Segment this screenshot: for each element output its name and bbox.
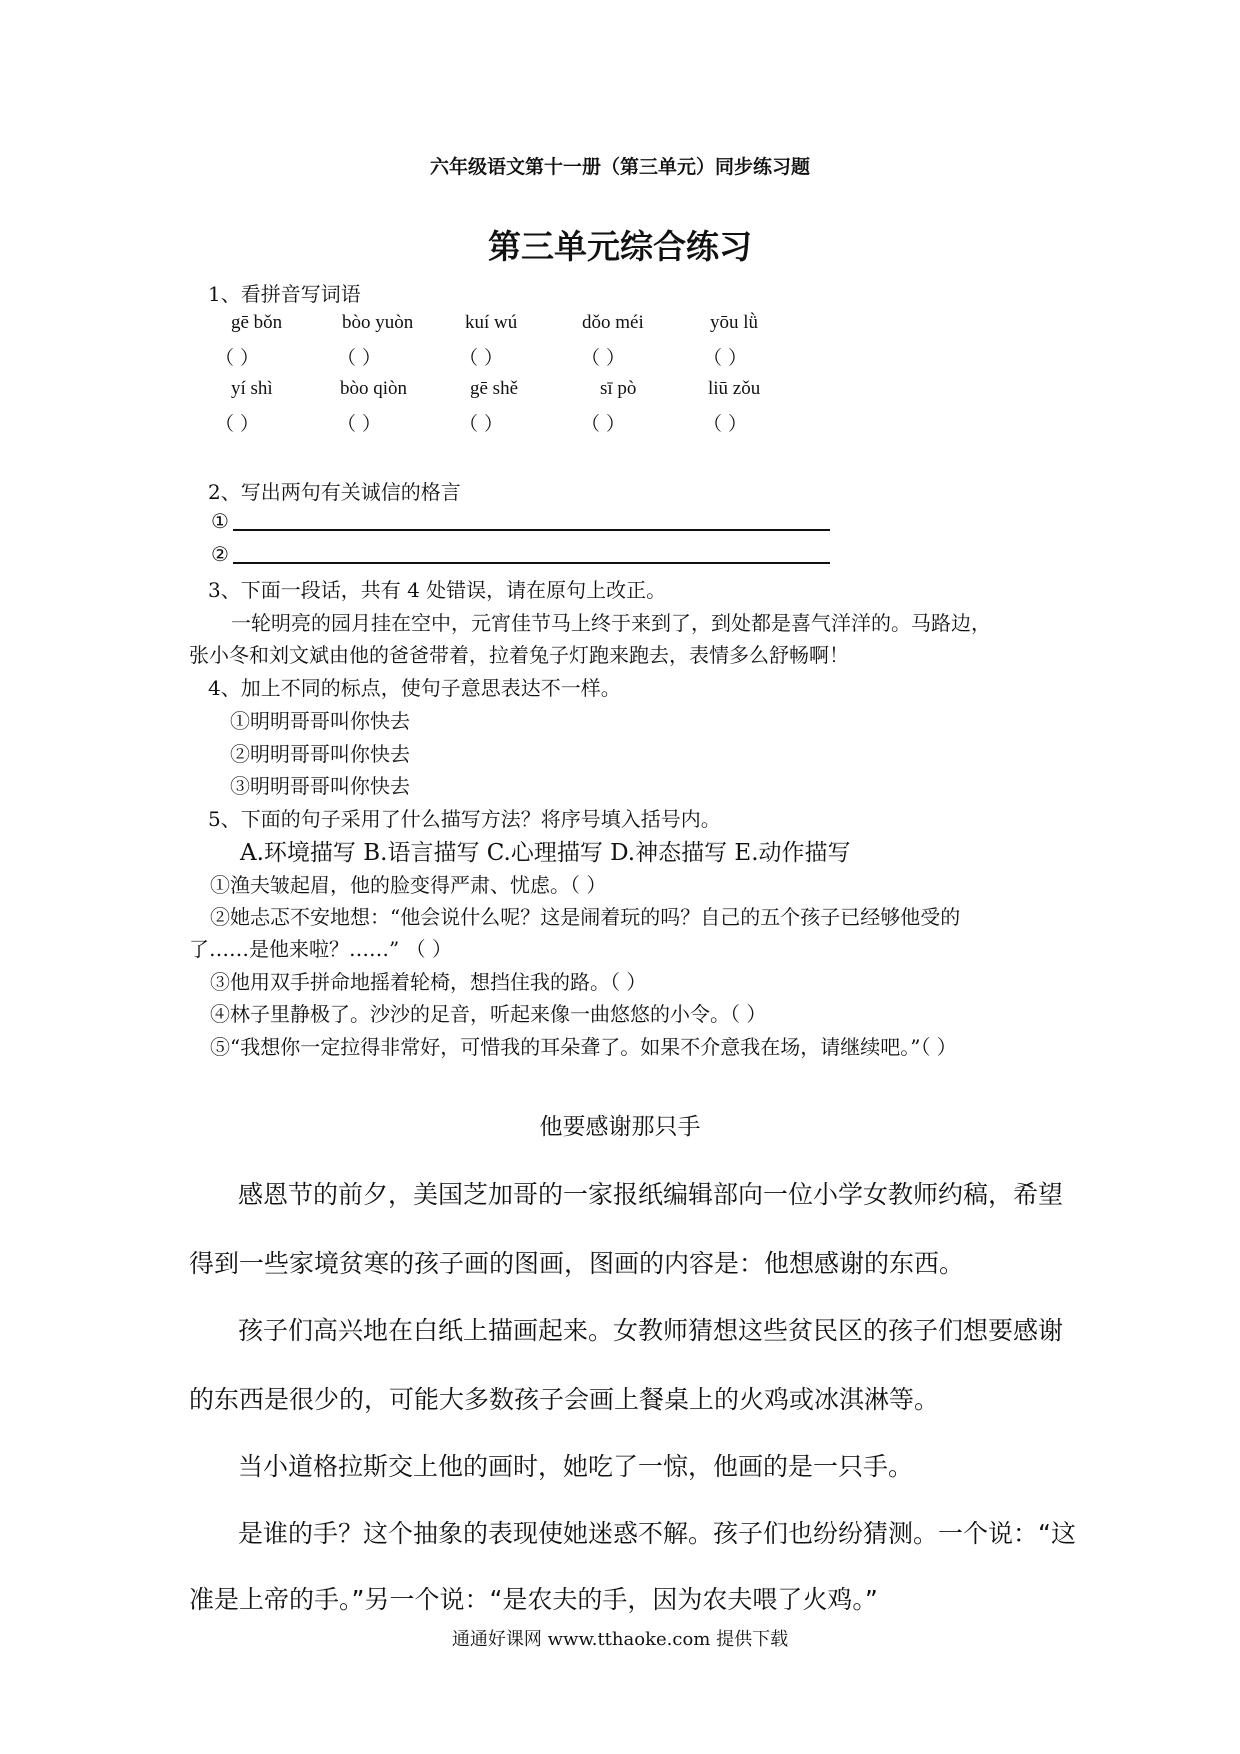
question-5-label: 5、下面的句子采用了什么描写方法？将序号填入括号内。 xyxy=(208,807,721,831)
sentence-item: ①明明哥哥叫你快去 xyxy=(230,709,410,733)
answer-parentheses: （ ） xyxy=(581,413,626,435)
page-title: 第三单元综合练习 xyxy=(488,227,752,266)
passage-line: 得到一些家境贫寒的孩子画的图画，图画的内容是：他想感谢的东西。 xyxy=(189,1249,965,1278)
passage-title: 他要感谢那只手 xyxy=(539,1114,701,1140)
pinyin-item: sī pò xyxy=(600,378,637,399)
question-3-label: 3、下面一段话，共有 4 处错误，请在原句上改正。 xyxy=(208,578,667,602)
sentence-item: ③他用双手拼命地摇着轮椅，想挡住我的路。（ ） xyxy=(210,970,647,994)
answer-line xyxy=(233,562,830,564)
footer-credit: 通通好课网 www.tthaoke.com 提供下载 xyxy=(451,1629,789,1650)
pinyin-item: gē shě xyxy=(470,378,519,399)
sentence-item: 了……是他来啦？……” （ ） xyxy=(189,937,452,961)
passage-line: 孩子们高兴地在白纸上描画起来。女教师猜想这些贫民区的孩子们想要感谢 xyxy=(238,1316,1064,1345)
method-choices: A.环境描写 B.语言描写 C.心理描写 D.神态描写 E.动作描写 xyxy=(240,840,851,866)
paragraph-line: 一轮明亮的园月挂在空中，元宵佳节马上终于来到了，到处都是喜气洋洋的。马路边， xyxy=(231,611,991,635)
answer-parentheses: （ ） xyxy=(703,347,748,369)
answer-parentheses: （ ） xyxy=(459,413,504,435)
question-2-label: 2、写出两句有关诚信的格言 xyxy=(208,480,461,504)
passage-line: 当小道格拉斯交上他的画时，她吃了一惊，他画的是一只手。 xyxy=(238,1452,914,1481)
pinyin-item: yōu lǜ xyxy=(710,312,759,333)
document-header: 六年级语文第十一册（第三单元）同步练习题 xyxy=(429,156,810,178)
answer-parentheses: （ ） xyxy=(337,413,382,435)
sentence-item: ②明明哥哥叫你快去 xyxy=(230,742,410,766)
pinyin-item: kuí wú xyxy=(465,312,518,333)
question-4-label: 4、加上不同的标点，使句子意思表达不一样。 xyxy=(208,676,621,700)
answer-parentheses: （ ） xyxy=(215,347,260,369)
answer-parentheses: （ ） xyxy=(459,347,504,369)
pinyin-item: dǒo méi xyxy=(582,312,644,333)
answer-line-marker: ① xyxy=(211,509,229,533)
passage-line: 的东西是很少的，可能大多数孩子会画上餐桌上的火鸡或冰淇淋等。 xyxy=(189,1385,940,1414)
answer-parentheses: （ ） xyxy=(215,413,260,435)
paragraph-line: 张小冬和刘文斌由他的爸爸带着，拉着兔子灯跑来跑去，表情多么舒畅啊！ xyxy=(189,643,849,667)
question-1-label: 1、看拼音写词语 xyxy=(208,282,361,306)
pinyin-item: yí shì xyxy=(231,378,273,399)
answer-parentheses: （ ） xyxy=(337,347,382,369)
sentence-item: ①渔夫皱起眉，他的脸变得严肃、忧虑。（ ） xyxy=(210,873,607,897)
passage-line: 准是上帝的手。”另一个说：“是农夫的手，因为农夫喂了火鸡。” xyxy=(189,1585,878,1614)
pinyin-item: bòo yuòn xyxy=(342,312,414,333)
passage-line: 感恩节的前夕，美国芝加哥的一家报纸编辑部向一位小学女教师约稿，希望 xyxy=(238,1180,1064,1209)
sentence-item: ⑤“我想你一定拉得非常好，可惜我的耳朵聋了。如果不介意我在场，请继续吧。”（ ） xyxy=(210,1035,957,1059)
answer-line-marker: ② xyxy=(211,542,229,566)
sentence-item: ③明明哥哥叫你快去 xyxy=(230,774,410,798)
answer-parentheses: （ ） xyxy=(581,347,626,369)
sentence-item: ④林子里静极了。沙沙的足音，听起来像一曲悠悠的小令。（ ） xyxy=(210,1002,767,1026)
pinyin-item: bòo qiòn xyxy=(340,378,408,399)
pinyin-item: gē bǒn xyxy=(231,312,283,333)
answer-parentheses: （ ） xyxy=(703,413,748,435)
answer-line xyxy=(233,529,830,531)
sentence-item: ②她忐忑不安地想：“他会说什么呢？这是闹着玩的吗？自己的五个孩子已经够他受的 xyxy=(210,905,961,929)
pinyin-item: liū zǒu xyxy=(708,378,761,399)
passage-line: 是谁的手？这个抽象的表现使她迷惑不解。孩子们也纷纷猜测。一个说：“这 xyxy=(238,1519,1076,1548)
